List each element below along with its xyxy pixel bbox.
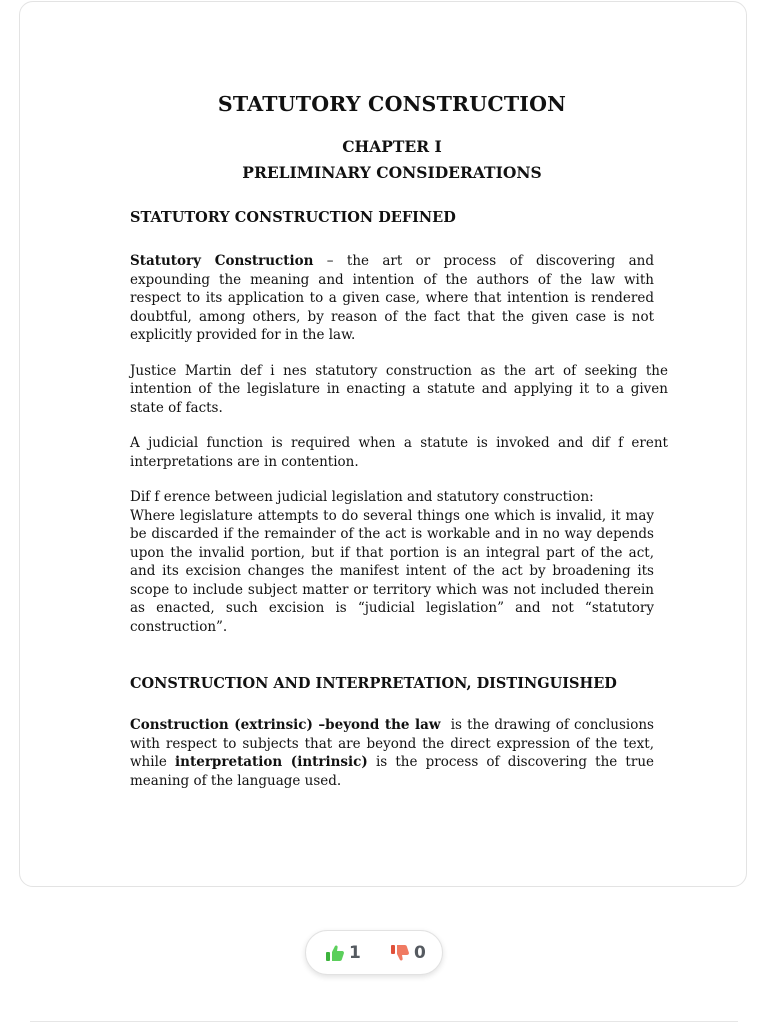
downvote-count: 0 [414,943,426,963]
paragraph-construction-interpretation [130,716,659,790]
upvote-count: 1 [349,943,361,963]
section-heading-distinguished: CONSTRUCTION AND INTERPRETATION, DISTINGUISHED [130,675,617,692]
interpretation-text: is the process of discovering the true meaning of the language used. [130,754,654,789]
downvote-button[interactable] [390,941,426,965]
thumbs-down-icon [390,944,410,962]
term-statutory-construction: Statutory Construction [130,253,314,269]
term-construction: Construction (extrinsic) –beyond the law [130,717,441,733]
construction-text: is the drawing of conclusions with respect to subjects that are beyond the direct expression of the text, while [130,717,659,770]
difference-intro: Dif f erence between judicial legislation and statutory construction: [130,489,594,505]
paragraph-difference [130,488,654,636]
thumbs-up-icon [325,944,345,962]
upvote-button[interactable] [325,941,361,965]
chapter-subtitle: PRELIMINARY CONSIDERATIONS [242,163,542,182]
paragraph-justice-martin: Justice Martin def i nes statutory construction as the art of seeking the intention of the legislature in enacting a statute and applying it to a given state of facts. [130,362,668,416]
chapter-header [130,134,654,186]
term-interpretation: interpretation (intrinsic) [175,754,368,770]
vote-widget [305,930,443,975]
chapter-number: CHAPTER I [342,137,442,156]
document-page [19,1,747,887]
paragraph-definition [130,252,654,345]
definition-text: – the art or process of discovering and expounding the meaning and intention of the authors of the law with respect to its application to a given case, where that intention is rendered doubtful, among others, by reason of the fact that the given case is not explicitly provided for in the law. [130,253,654,343]
paragraph-judicial-function: A judicial function is required when a statute is invoked and dif f erent interpretations are in contention. [130,435,668,470]
difference-text: Where legislature attempts to do several things one which is invalid, it may be discarded if the remainder of the act is workable and in no way depends upon the invalid portion, but if that portion is an integral part of the act, and its excision changes the manifest intent of the act by broadening its scope to include subject matter or territory which was not included therein as enacted, such excision is “judicial legislation” and not “statutory construction”. [130,507,654,635]
document-content [130,90,668,790]
document-title: STATUTORY CONSTRUCTION [217,92,567,116]
bottom-divider [30,1021,738,1022]
section-heading-defined: STATUTORY CONSTRUCTION DEFINED [130,209,456,226]
